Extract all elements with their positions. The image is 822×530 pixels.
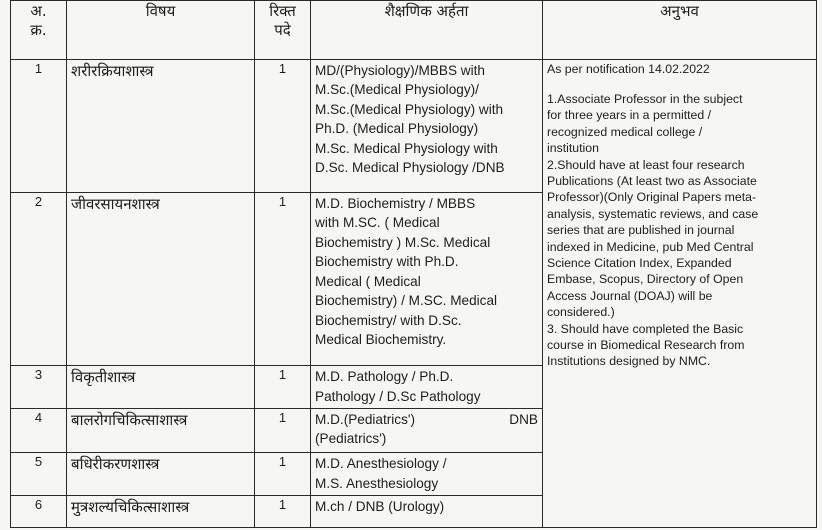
posts-cell: 1 xyxy=(255,408,311,452)
qualification-line: M.Sc.(Medical Physiology) with xyxy=(315,101,504,117)
header-subject-label: विषय xyxy=(145,2,176,20)
experience-line: Science Citation Index, Expanded xyxy=(547,256,732,271)
header-experience-label: अनुभव xyxy=(660,2,699,20)
experience-line: Institutions designed by NMC. xyxy=(547,354,711,369)
qualification-line: M.D. Anesthesiology / xyxy=(315,456,447,472)
experience-line: Publications (At least two as Associate xyxy=(547,173,757,188)
subject-cell: मुत्रशल्यचिकित्साशास्त्र xyxy=(67,495,255,527)
header-posts-line1: रिक्त xyxy=(269,2,296,20)
qualification-line: M.ch / DNB (Urology) xyxy=(315,498,445,514)
posts-cell: 1 xyxy=(255,192,311,366)
serial-cell: 3 xyxy=(11,366,67,408)
experience-cell xyxy=(543,59,817,527)
qualification-line: Pathology / D.Sc Pathology xyxy=(315,388,481,404)
header-experience xyxy=(543,1,817,60)
qualification-line xyxy=(315,410,538,430)
header-qualification xyxy=(311,1,543,60)
serial-cell: 4 xyxy=(11,408,67,452)
subject-cell: बालरोगचिकित्साशास्त्र xyxy=(67,408,255,452)
header-row xyxy=(11,1,817,60)
experience-line: Professor)(Only Original Papers meta- xyxy=(547,190,757,205)
qualification-left: M.D.(Pediatrics') xyxy=(315,411,416,427)
qualification-cell xyxy=(311,495,543,527)
qualification-line: M.S. Anesthesiology xyxy=(315,475,439,491)
qualification-line: M.Sc. Medical Physiology with xyxy=(315,140,498,156)
header-serial-line2: क्र. xyxy=(30,21,47,39)
table-row xyxy=(11,59,817,192)
posts-cell: 1 xyxy=(255,453,311,495)
qualification-cell xyxy=(311,453,543,495)
experience-line: Embase, Scopus, Directory of Open xyxy=(547,272,744,287)
subject-cell: जीवरसायनशास्त्र xyxy=(67,192,255,366)
experience-line: 1.Associate Professor in the subject xyxy=(547,91,743,106)
qualification-line: MD/(Physiology)/MBBS with xyxy=(315,62,485,78)
header-serial-line1: अ. xyxy=(30,2,47,20)
qualification-cell xyxy=(311,192,543,366)
experience-line: institution xyxy=(547,141,599,156)
qualification-line: M.D. Pathology / Ph.D. xyxy=(315,369,454,385)
experience-line: series that are published in journal xyxy=(547,223,735,238)
qualification-line: with M.SC. ( Medical xyxy=(315,215,440,231)
experience-line: Access Journal (DOAJ) will be xyxy=(547,288,713,303)
qualification-cell xyxy=(311,366,543,408)
header-posts-line2: पदे xyxy=(274,21,291,39)
experience-line: analysis, systematic reviews, and case xyxy=(547,206,759,221)
subject-cell: शरीरक्रियाशास्त्र xyxy=(67,59,255,192)
subject-cell: विकृतीशास्त्र xyxy=(67,366,255,408)
subject-cell: बधिरीकरणशास्त्र xyxy=(67,453,255,495)
qualification-line: M.Sc.(Medical Physiology)/ xyxy=(315,82,479,98)
header-serial xyxy=(11,1,67,60)
qualification-line: Medical Biochemistry. xyxy=(315,332,447,348)
vacancy-table xyxy=(10,0,817,528)
qualification-cell xyxy=(311,408,543,452)
experience-line: 2.Should have at least four research xyxy=(547,157,745,172)
header-qualification-label: शैक्षणिक अर्हता xyxy=(384,2,469,20)
experience-line: course in Biomedical Research from xyxy=(547,338,745,353)
qualification-cell xyxy=(311,59,543,192)
experience-line: recognized medical college / xyxy=(547,124,703,139)
header-posts xyxy=(255,1,311,60)
experience-line: 3. Should have completed the Basic xyxy=(547,321,744,336)
posts-cell: 1 xyxy=(255,366,311,408)
qualification-line: Medical ( Medical xyxy=(315,273,421,289)
qualification-line: Biochemistry with Ph.D. xyxy=(315,254,459,270)
qualification-line: (Pediatrics') xyxy=(315,431,387,447)
experience-intro: As per notification 14.02.2022 xyxy=(547,61,710,76)
posts-cell: 1 xyxy=(255,495,311,527)
qualification-line: Ph.D. (Medical Physiology) xyxy=(315,121,479,137)
serial-cell: 1 xyxy=(11,59,67,192)
qualification-line: Biochemistry) / M.SC. Medical xyxy=(315,293,498,309)
qualification-line: Biochemistry/ with D.Sc. xyxy=(315,312,462,328)
qualification-line: M.D. Biochemistry / MBBS xyxy=(315,195,476,211)
qualification-line: D.Sc. Medical Physiology /DNB xyxy=(315,160,505,176)
experience-line: considered.) xyxy=(547,305,615,320)
posts-cell: 1 xyxy=(255,59,311,192)
experience-line: indexed in Medicine, pub Med Central xyxy=(547,239,754,254)
experience-line: for three years in a permitted / xyxy=(547,108,712,123)
serial-cell: 6 xyxy=(11,495,67,527)
serial-cell: 5 xyxy=(11,453,67,495)
qualification-line: Biochemistry ) M.Sc. Medical xyxy=(315,234,491,250)
header-subject xyxy=(67,1,255,60)
serial-cell: 2 xyxy=(11,192,67,366)
qualification-right: DNB xyxy=(509,411,538,427)
